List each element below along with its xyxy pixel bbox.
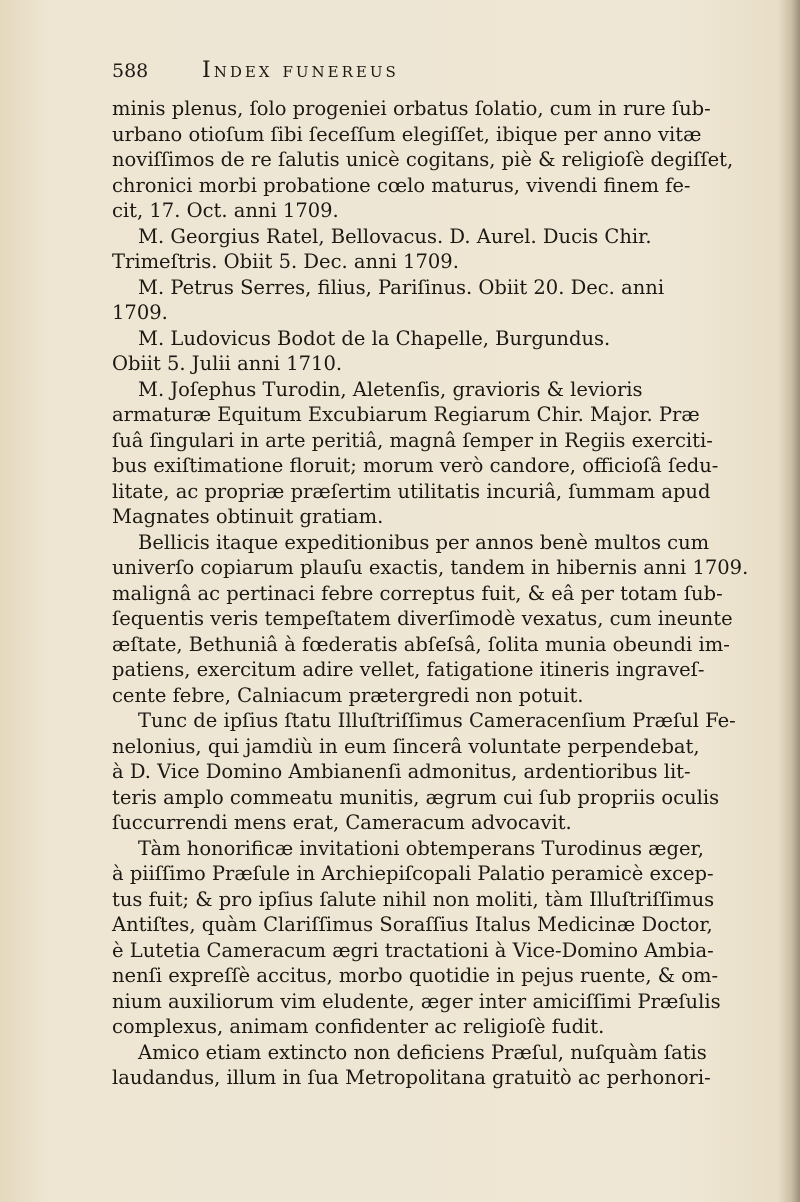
text-line: Amico etiam extincto non deficiens Præſul, nuſquàm ſatis	[138, 1040, 707, 1064]
text-line: Obiit 5. Julii anni 1710.	[112, 352, 343, 375]
text-line: 1709.	[112, 301, 168, 324]
text-line: nenſi expreſſè accitus, morbo quotidie in pejus ruente, & om-	[112, 964, 719, 987]
body-text	[112, 96, 749, 1091]
text-line: è Lutetia Cameracum ægri tractationi à Vice-Domino Ambia-	[112, 938, 714, 962]
text-line: cente febre, Calniacum prætergredi non potuit.	[112, 683, 584, 707]
text-line: Bellicis itaque expeditionibus per annos benè multos cum	[138, 530, 710, 554]
text-line: ſuccurrendi mens erat, Cameracum advocavit.	[112, 811, 572, 834]
text-line: Tunc de ipſius ſtatu Illuſtriſſimus Cameracenſium Præſul Fe-	[138, 709, 736, 732]
text-line: patiens, exercitum adire vellet, fatigatione itineris ingraveſ-	[112, 658, 705, 681]
text-line: M. Georgius Ratel, Bellovacus. D. Aurel. Ducis Chir.	[138, 224, 652, 248]
text-line: malignâ ac pertinaci febre correptus fuit, & eâ per totam ſub-	[112, 581, 723, 605]
text-line: M. Joſephus Turodin, Aletenſis, gravioris & levioris	[138, 377, 643, 401]
page-number: 588	[112, 60, 149, 82]
text-line: M. Petrus Serres, filius, Pariſinus. Obiit 20. Dec. anni	[138, 275, 665, 299]
text-line: ſequentis veris tempeſtatem diverſimodè vexatus, cum ineunte	[112, 607, 733, 630]
text-line: urbano otioſum ſibi ſeceſſum elegiſſet, ibique per anno vitæ	[112, 122, 702, 146]
page-header	[112, 58, 652, 83]
text-line: M. Ludovicus Bodot de la Chapelle, Burgundus.	[138, 326, 611, 350]
text-line: litate, ac propriæ præſertim utilitatis incuriâ, ſummam apud	[112, 479, 711, 503]
text-line: armaturæ Equitum Excubiarum Regiarum Chir. Major. Præ	[112, 403, 700, 426]
text-line: Tàm honorificæ invitationi obtemperans Turodinus æger,	[138, 836, 704, 860]
text-line: minis plenus, ſolo progeniei orbatus ſolatio, cum in rure ſub-	[112, 97, 711, 120]
text-line: nelonius, qui jamdiù in eum ſincerâ voluntate perpendebat,	[112, 734, 700, 758]
text-line: laudandus, illum in ſua Metropolitana gratuitò ac perhonori-	[112, 1066, 711, 1089]
text-line: complexus, animam confidenter ac religioſè fudit.	[112, 1015, 605, 1038]
text-line: teris amplo commeatu munitis, ægrum cui ſub propriis oculis	[112, 785, 720, 809]
text-line: Magnates obtinuit gratiam.	[112, 505, 384, 528]
text-line: nium auxiliorum vim eludente, æger inter amiciſſimi Præſulis	[112, 989, 721, 1013]
text-line: tus fuit; & pro ipſius ſalute nihil non moliti, tàm Illuſtriſſimus	[112, 887, 715, 911]
text-line: bus exiſtimatione floruit; morum verò candore, officioſâ ſedu-	[112, 454, 719, 477]
page-edge-shadow	[778, 0, 800, 1202]
text-line: à piiſſimo Præſule in Archiepiſcopali Palatio peramicè excep-	[112, 862, 714, 885]
text-line: à D. Vice Domino Ambianenſi admonitus, ardentioribus lit-	[112, 760, 691, 783]
text-line: ſuâ ſingulari in arte peritiâ, magnâ ſemper in Regiis exerciti-	[112, 428, 713, 452]
text-line: univerſo copiarum plauſu exactis, tandem in hibernis anni 1709.	[112, 556, 749, 579]
text-line: Trimeſtris. Obiit 5. Dec. anni 1709.	[112, 250, 459, 273]
text-line: æſtate, Bethuniâ à fœderatis abſeſsâ, ſolita munia obeundi im-	[112, 632, 730, 656]
text-line: cit, 17. Oct. anni 1709.	[112, 199, 339, 222]
text-line: chronici morbi probatione cœlo maturus, vivendi finem fe-	[112, 173, 691, 197]
text-line: noviſſimos de re ſalutis unicè cogitans, piè & religioſè degiſſet,	[112, 148, 734, 171]
text-line: Antiſtes, quàm Clariſſimus Soraſſius Italus Medicinæ Doctor,	[112, 913, 713, 936]
running-title: Index funereus	[202, 58, 399, 83]
